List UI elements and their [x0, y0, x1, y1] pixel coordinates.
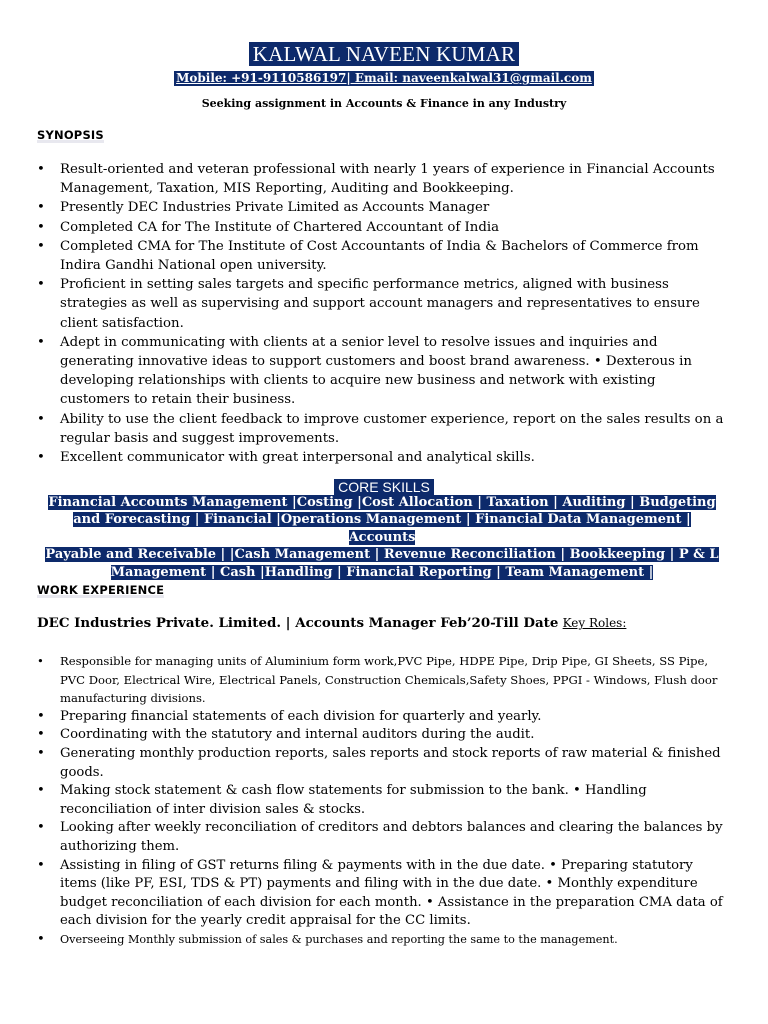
key-roles-label: Key Roles:	[562, 616, 627, 630]
list-item: • Assisting in filing of GST returns filing & payments with in the due date. • Preparing statutory items (like PF, ESI, TDS & PT) payments and filing with in the due date. • Monthly expenditure budget reconciliation of each division for each month. • Assistance in the preparation CMA data of each division for the yearly credit appraisal for the CC limits.	[37, 857, 727, 931]
synopsis-list	[37, 160, 727, 467]
list-item: • Ability to use the client feedback to improve customer experience, report on the sales results on a regular basis and suggest improvements.	[37, 410, 727, 448]
list-item: • Responsible for managing units of Aluminium form work,PVC Pipe, HDPE Pipe, Drip Pipe, GI Sheets, SS Pipe, PVC Door, Electrical Wire, Electrical Panels, Construction Chemicals,Safety Shoes, PPGI - Windows, Flush door manufacturing divisions.	[37, 652, 727, 708]
list-item: • Excellent communicator with great interpersonal and analytical skills.	[37, 448, 727, 467]
core-skills-heading: CORE SKILLS	[334, 479, 434, 496]
list-item	[37, 931, 727, 950]
core-skills-text: Management | Cash |Handling | Financial Reporting | Team Management |	[110, 564, 654, 580]
core-skills-text: Financial Accounts Management |Costing |Cost Allocation | Taxation | Auditing | Budgeting	[48, 495, 716, 510]
synopsis-heading: SYNOPSIS	[37, 128, 104, 142]
core-skills-text: Payable and Receivable | |Cash Management | Revenue Reconciliation | Bookkeeping | P & L	[45, 547, 719, 563]
list-item: • Looking after weekly reconciliation of creditors and debtors balances and clearing the balances by authorizing them.	[37, 819, 727, 856]
work-experience-heading: WORK EXPERIENCE	[37, 583, 165, 597]
list-item: • Completed CMA for The Institute of Cost Accountants of India & Bachelors of Commerce from Indira Gandhi National open university.	[37, 237, 727, 275]
candidate-name: KALWAL NAVEEN KUMAR	[249, 42, 519, 66]
list-item: • Presently DEC Industries Private Limited as Accounts Manager	[37, 198, 727, 217]
list-item: • Completed CA for The Institute of Chartered Accountant of India	[37, 218, 727, 237]
list-item: • Result-oriented and veteran professional with nearly 1 years of experience in Financial Accounts Management, Taxation, MIS Reporting, Auditing and Bookkeeping.	[37, 160, 727, 198]
contact-info	[174, 71, 594, 86]
list-item: • Making stock statement & cash flow statements for submission to the bank. • Handling reconciliation of inter division sales & stocks.	[37, 782, 727, 819]
core-skills-text: and Forecasting | Financial |Operations Management | Financial Data Management | Accounts	[73, 512, 691, 545]
objective-line: Seeking assignment in Accounts & Finance in any Industry	[201, 97, 567, 110]
core-skills-line	[42, 564, 722, 581]
contact-banner	[0, 67, 768, 86]
list-item-text: Overseeing Monthly submission of sales & purchases and reporting the same to the management.	[60, 932, 618, 946]
list-item: • Adept in communicating with clients at a senior level to resolve issues and inquiries and generating innovative ideas to support customers and boost brand awareness. • Dexterous in developing relationships with clients to acquire new business and network with existing customers to retain their business.	[37, 333, 727, 410]
core-skills-line	[42, 511, 722, 546]
job-title-line	[37, 614, 626, 633]
list-item: • Generating monthly production reports, sales reports and stock reports of raw material & finished goods.	[37, 745, 727, 782]
list-item: • Preparing financial statements of each division for quarterly and yearly.	[37, 708, 727, 727]
name-banner	[0, 42, 768, 66]
core-skills-block	[42, 494, 722, 581]
core-skills-line	[42, 494, 722, 511]
list-item: • Proficient in setting sales targets and specific performance metrics, aligned with business strategies as well as supervising and support account managers and representatives to ensure client satisfaction.	[37, 275, 727, 333]
list-item: • Coordinating with the statutory and internal auditors during the audit.	[37, 726, 727, 745]
job-title: DEC Industries Private. Limited. | Accounts Manager Feb’20-Till Date	[37, 615, 559, 631]
work-duties-list	[37, 652, 727, 950]
contact-text: Mobile: +91-9110586197| Email: naveenkalwal31@gmail.com	[176, 71, 592, 85]
core-skills-line	[42, 546, 722, 563]
